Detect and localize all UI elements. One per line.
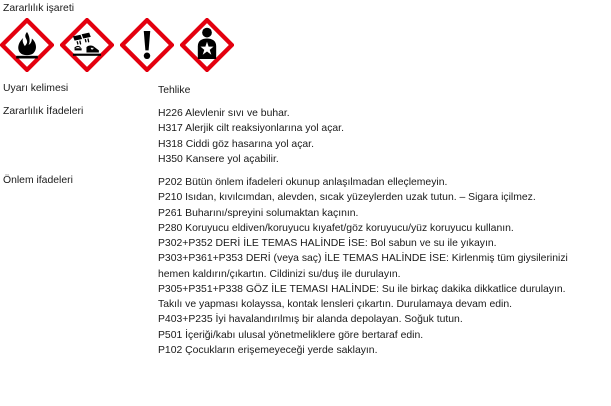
precautionary-statement: P280 Koruyucu eldiven/koruyucu kıyafet/göz koruyucu/yüz koruyucu kullanın. (158, 222, 514, 234)
precautionary-statement: P305+P351+P338 GÖZ İLE TEMASI HALİNDE: Su ile birkaç dakika dikkatlice durulayın. (158, 283, 566, 295)
precautionary-statement: P102 Çocukların erişemeyeceği yerde saklayın. (158, 344, 378, 356)
precautionary-statement: P202 Bütün önlem ifadeleri okunup anlaşılmadan elleçlemeyin. (158, 177, 448, 188)
health-hazard-icon (180, 18, 234, 72)
signal-word-label: Uyarı kelimesi (3, 83, 69, 94)
precautionary-statement: P261 Buharını/spreyini solumaktan kaçının. (158, 207, 359, 219)
precautionary-statement: hemen kaldırın/çıkartın. Cildinizi su/duş ile durulayın. (158, 268, 401, 280)
precautionary-statement: P302+P352 DERİ İLE TEMAS HALİNDE İSE: Bol sabun ve su ile yıkayın. (158, 238, 497, 249)
precautionary-statement: Takılı ve yapması kolayssa, kontak lensleri çıkartın. Durulamaya devam edin. (158, 299, 513, 310)
ghs-pictograms (0, 18, 234, 72)
hazard-statements-label: Zararlılık İfadeleri (3, 106, 84, 117)
precautionary-statement: P303+P361+P353 DERİ (veya saç) İLE TEMAS HALİNDE İSE: Kirlenmiş tüm giysilerinizi (158, 253, 568, 265)
flame-icon (0, 18, 54, 72)
hazard-statement: H317 Alerjik cilt reaksiyonlarına yol açar. (158, 123, 344, 135)
precautionary-statement: P501 İçeriği/kabı ulusal yönetmeliklere göre bertaraf edin. (158, 329, 424, 341)
signal-word-value: Tehlike (158, 85, 191, 96)
hazard-statement: H226 Alevlenir sıvı ve buhar. (158, 108, 290, 119)
hazard-statement: H318 Ciddi göz hasarına yol açar. (158, 138, 314, 150)
precautionary-statement: P210 Isıdan, kıvılcımdan, alevden, sıcak yüzeylerden uzak tutun. – Sigara içilmez. (158, 192, 536, 204)
precautionary-statements-label: Önlem ifadeleri (3, 175, 73, 186)
hazard-statement: H350 Kansere yol açabilir. (158, 153, 279, 165)
section-title: Zararlılık işareti (3, 3, 75, 14)
precautionary-statement: P403+P235 İyi havalandırılmış bir alanda depolayan. Soğuk tutun. (158, 314, 463, 326)
exclamation-mark-icon (120, 18, 174, 72)
corrosion-icon (60, 18, 114, 72)
